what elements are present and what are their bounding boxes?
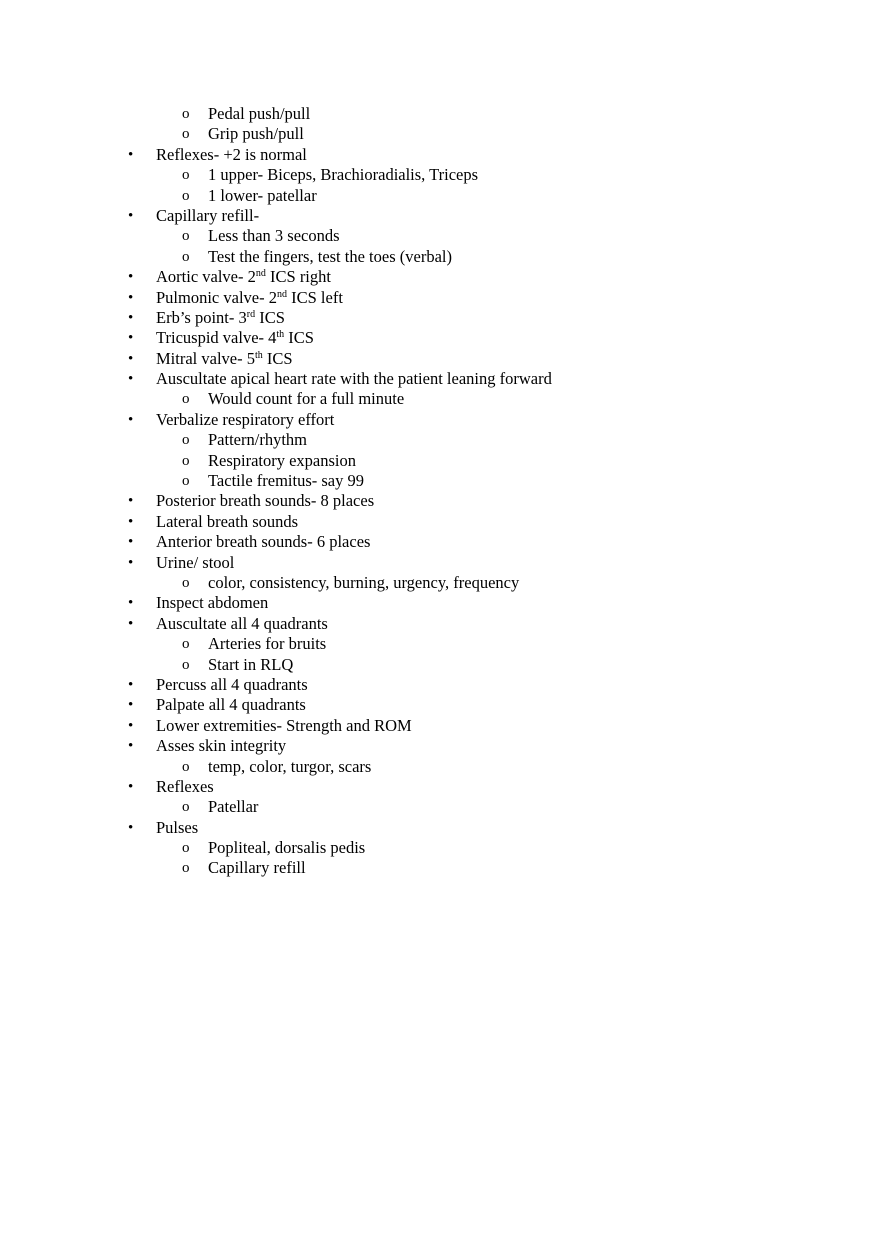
item-text [208, 389, 404, 409]
item-text-suffix: ICS left [286, 287, 343, 307]
ordinal-superscript: rd [246, 308, 256, 320]
sub-bullet-marker: o [182, 758, 190, 775]
sub-bullet-marker: o [182, 432, 190, 449]
bullet-item [0, 267, 880, 287]
sub-bullet-marker: o [182, 248, 190, 265]
item-text-main: Erb’s point- 3 [156, 307, 247, 327]
bullet-marker: • [128, 330, 134, 347]
item-text-main: Anterior breath sounds- 6 places [156, 532, 371, 552]
sub-bullet-item [0, 430, 880, 450]
bullet-item [0, 145, 880, 165]
sub-bullet-item [0, 797, 880, 817]
bullet-marker: • [128, 289, 134, 306]
item-text-main: Less than 3 seconds [208, 226, 340, 246]
item-text [208, 797, 258, 817]
item-text-main: Lateral breath sounds [156, 511, 299, 531]
item-text [156, 308, 285, 328]
bullet-item [0, 308, 880, 328]
item-text-main: temp, color, turgor, scars [208, 756, 372, 776]
bullet-marker: • [128, 309, 134, 326]
item-text-main: Pulses [156, 817, 199, 837]
item-text-main: Verbalize respiratory effort [156, 409, 335, 429]
item-text-main: Percuss all 4 quadrants [156, 674, 308, 694]
item-text [208, 655, 293, 675]
item-text [156, 532, 370, 552]
item-text [156, 593, 268, 613]
bullet-marker: • [128, 493, 134, 510]
bullet-marker: • [128, 207, 134, 224]
sub-bullet-marker: o [182, 126, 190, 143]
bullet-marker: • [128, 411, 134, 428]
item-text-main: Inspect abdomen [156, 593, 269, 613]
sub-bullet-marker: o [182, 391, 190, 408]
item-text [156, 614, 328, 634]
item-text-main: Urine/ stool [156, 552, 235, 572]
sub-bullet-item [0, 186, 880, 206]
item-text [156, 777, 214, 797]
bullet-item [0, 553, 880, 573]
bullet-marker: • [128, 697, 134, 714]
item-text [156, 512, 298, 532]
item-text [156, 553, 234, 573]
bullet-marker: • [128, 778, 134, 795]
bullet-marker: • [128, 819, 134, 836]
bullet-item [0, 818, 880, 838]
sub-bullet-item [0, 226, 880, 246]
sub-bullet-item [0, 634, 880, 654]
item-text [208, 186, 317, 206]
sub-bullet-item [0, 573, 880, 593]
item-text-main: Pulmonic valve- 2 [156, 287, 277, 307]
item-text-main: Auscultate all 4 quadrants [156, 613, 328, 633]
sub-bullet-item [0, 165, 880, 185]
item-text [156, 145, 307, 165]
item-text-main: Test the fingers, test the toes (verbal) [208, 246, 452, 266]
sub-bullet-item [0, 124, 880, 144]
sub-bullet-marker: o [182, 106, 190, 122]
document-page [0, 104, 880, 879]
bullet-item [0, 695, 880, 715]
item-text [208, 858, 306, 878]
item-text-main: Lower extremities- Strength and ROM [156, 715, 412, 735]
item-text-main: Would count for a full minute [208, 389, 405, 409]
item-text [156, 410, 334, 430]
item-text [208, 104, 310, 124]
item-text-main: color, consistency, burning, urgency, frequency [208, 572, 520, 592]
item-text [208, 124, 304, 144]
item-text [208, 165, 478, 185]
item-text [156, 349, 293, 369]
item-text-main: Tactile fremitus- say 99 [208, 471, 365, 491]
bullet-marker: • [128, 717, 134, 734]
sub-bullet-item [0, 104, 880, 124]
item-text-suffix: ICS [255, 307, 285, 327]
bullet-item [0, 675, 880, 695]
item-text [156, 675, 308, 695]
bullet-item [0, 512, 880, 532]
item-text [208, 634, 326, 654]
item-text [208, 247, 452, 267]
bullet-item [0, 206, 880, 226]
bullet-item [0, 614, 880, 634]
sub-bullet-marker: o [182, 167, 190, 184]
item-text [156, 736, 286, 756]
item-text-suffix: ICS right [265, 267, 331, 287]
bullet-item [0, 349, 880, 369]
ordinal-superscript: nd [276, 288, 287, 300]
item-text [156, 491, 374, 511]
sub-bullet-item [0, 471, 880, 491]
sub-bullet-marker: o [182, 187, 190, 204]
sub-bullet-marker: o [182, 656, 190, 673]
item-text [208, 573, 519, 593]
ordinal-superscript: nd [255, 268, 266, 280]
bullet-item [0, 716, 880, 736]
bullet-item [0, 369, 880, 389]
item-text-main: Popliteal, dorsalis pedis [208, 838, 366, 858]
bullet-marker: • [128, 146, 134, 163]
sub-bullet-item [0, 655, 880, 675]
sub-bullet-marker: o [182, 473, 190, 490]
item-text [208, 471, 364, 491]
bullet-marker: • [128, 513, 134, 530]
item-text-main: Mitral valve- 5 [156, 348, 255, 368]
item-text [156, 267, 331, 287]
bullet-item [0, 491, 880, 511]
item-text [156, 206, 259, 226]
sub-bullet-item [0, 858, 880, 878]
item-text-suffix: ICS [262, 348, 293, 368]
ordinal-superscript: th [276, 329, 285, 341]
sub-bullet-item [0, 838, 880, 858]
item-text [156, 369, 552, 389]
item-text-main: 1 lower- patellar [208, 185, 317, 205]
item-text-main: Tricuspid valve- 4 [156, 328, 277, 348]
item-text-main: Capillary refill- [156, 205, 260, 225]
sub-bullet-marker: o [182, 799, 190, 816]
item-text [156, 716, 412, 736]
sub-bullet-marker: o [182, 860, 190, 877]
sub-bullet-marker: o [182, 840, 190, 857]
sub-bullet-marker: o [182, 228, 190, 245]
item-text [208, 226, 340, 246]
bullet-item [0, 532, 880, 552]
item-text-main: Respiratory expansion [208, 450, 357, 470]
bullet-marker: • [128, 615, 134, 632]
item-text-main: Asses skin integrity [156, 736, 287, 756]
sub-bullet-item [0, 389, 880, 409]
bullet-marker: • [128, 595, 134, 612]
bullet-marker: • [128, 554, 134, 571]
item-text-main: Capillary refill [208, 858, 306, 878]
bullet-marker: • [128, 534, 134, 551]
bullet-marker: • [128, 350, 134, 367]
item-text-main: Grip push/pull [208, 124, 304, 144]
item-text-main: 1 upper- Biceps, Brachioradialis, Triceps [208, 165, 479, 185]
item-text-main: Auscultate apical heart rate with the patient leaning forward [156, 369, 552, 389]
item-text [156, 328, 314, 348]
item-text [156, 288, 343, 308]
bullet-marker: • [128, 269, 134, 286]
item-text-main: Reflexes [156, 776, 214, 796]
ordinal-superscript: th [254, 349, 263, 361]
item-text [208, 757, 371, 777]
sub-bullet-marker: o [182, 452, 190, 469]
sub-bullet-item [0, 757, 880, 777]
sub-bullet-item [0, 247, 880, 267]
bullet-item [0, 328, 880, 348]
item-text-main: Reflexes- +2 is normal [156, 144, 307, 164]
bullet-item [0, 736, 880, 756]
sub-bullet-marker: o [182, 636, 190, 653]
item-text [156, 818, 198, 838]
item-text-main: Pattern/rhythm [208, 430, 307, 450]
item-text [208, 838, 365, 858]
item-text-main: Start in RLQ [208, 654, 294, 674]
item-text-suffix: ICS [284, 328, 314, 348]
sub-bullet-item [0, 451, 880, 471]
item-text-main: Aortic valve- 2 [156, 267, 256, 287]
bullet-marker: • [128, 676, 134, 693]
item-text [156, 695, 306, 715]
item-text [208, 451, 356, 471]
bullet-marker: • [128, 738, 134, 755]
sub-bullet-marker: o [182, 574, 190, 591]
item-text-main: Patellar [208, 797, 259, 817]
bullet-item [0, 593, 880, 613]
item-text-main: Pedal push/pull [208, 104, 311, 123]
item-text-main: Posterior breath sounds- 8 places [156, 491, 375, 511]
bullet-marker: • [128, 371, 134, 388]
bullet-item [0, 288, 880, 308]
item-text-main: Arteries for bruits [208, 634, 327, 654]
bullet-item [0, 777, 880, 797]
bullet-item [0, 410, 880, 430]
item-text [208, 430, 307, 450]
assessment-checklist [0, 104, 880, 879]
item-text-main: Palpate all 4 quadrants [156, 695, 306, 715]
